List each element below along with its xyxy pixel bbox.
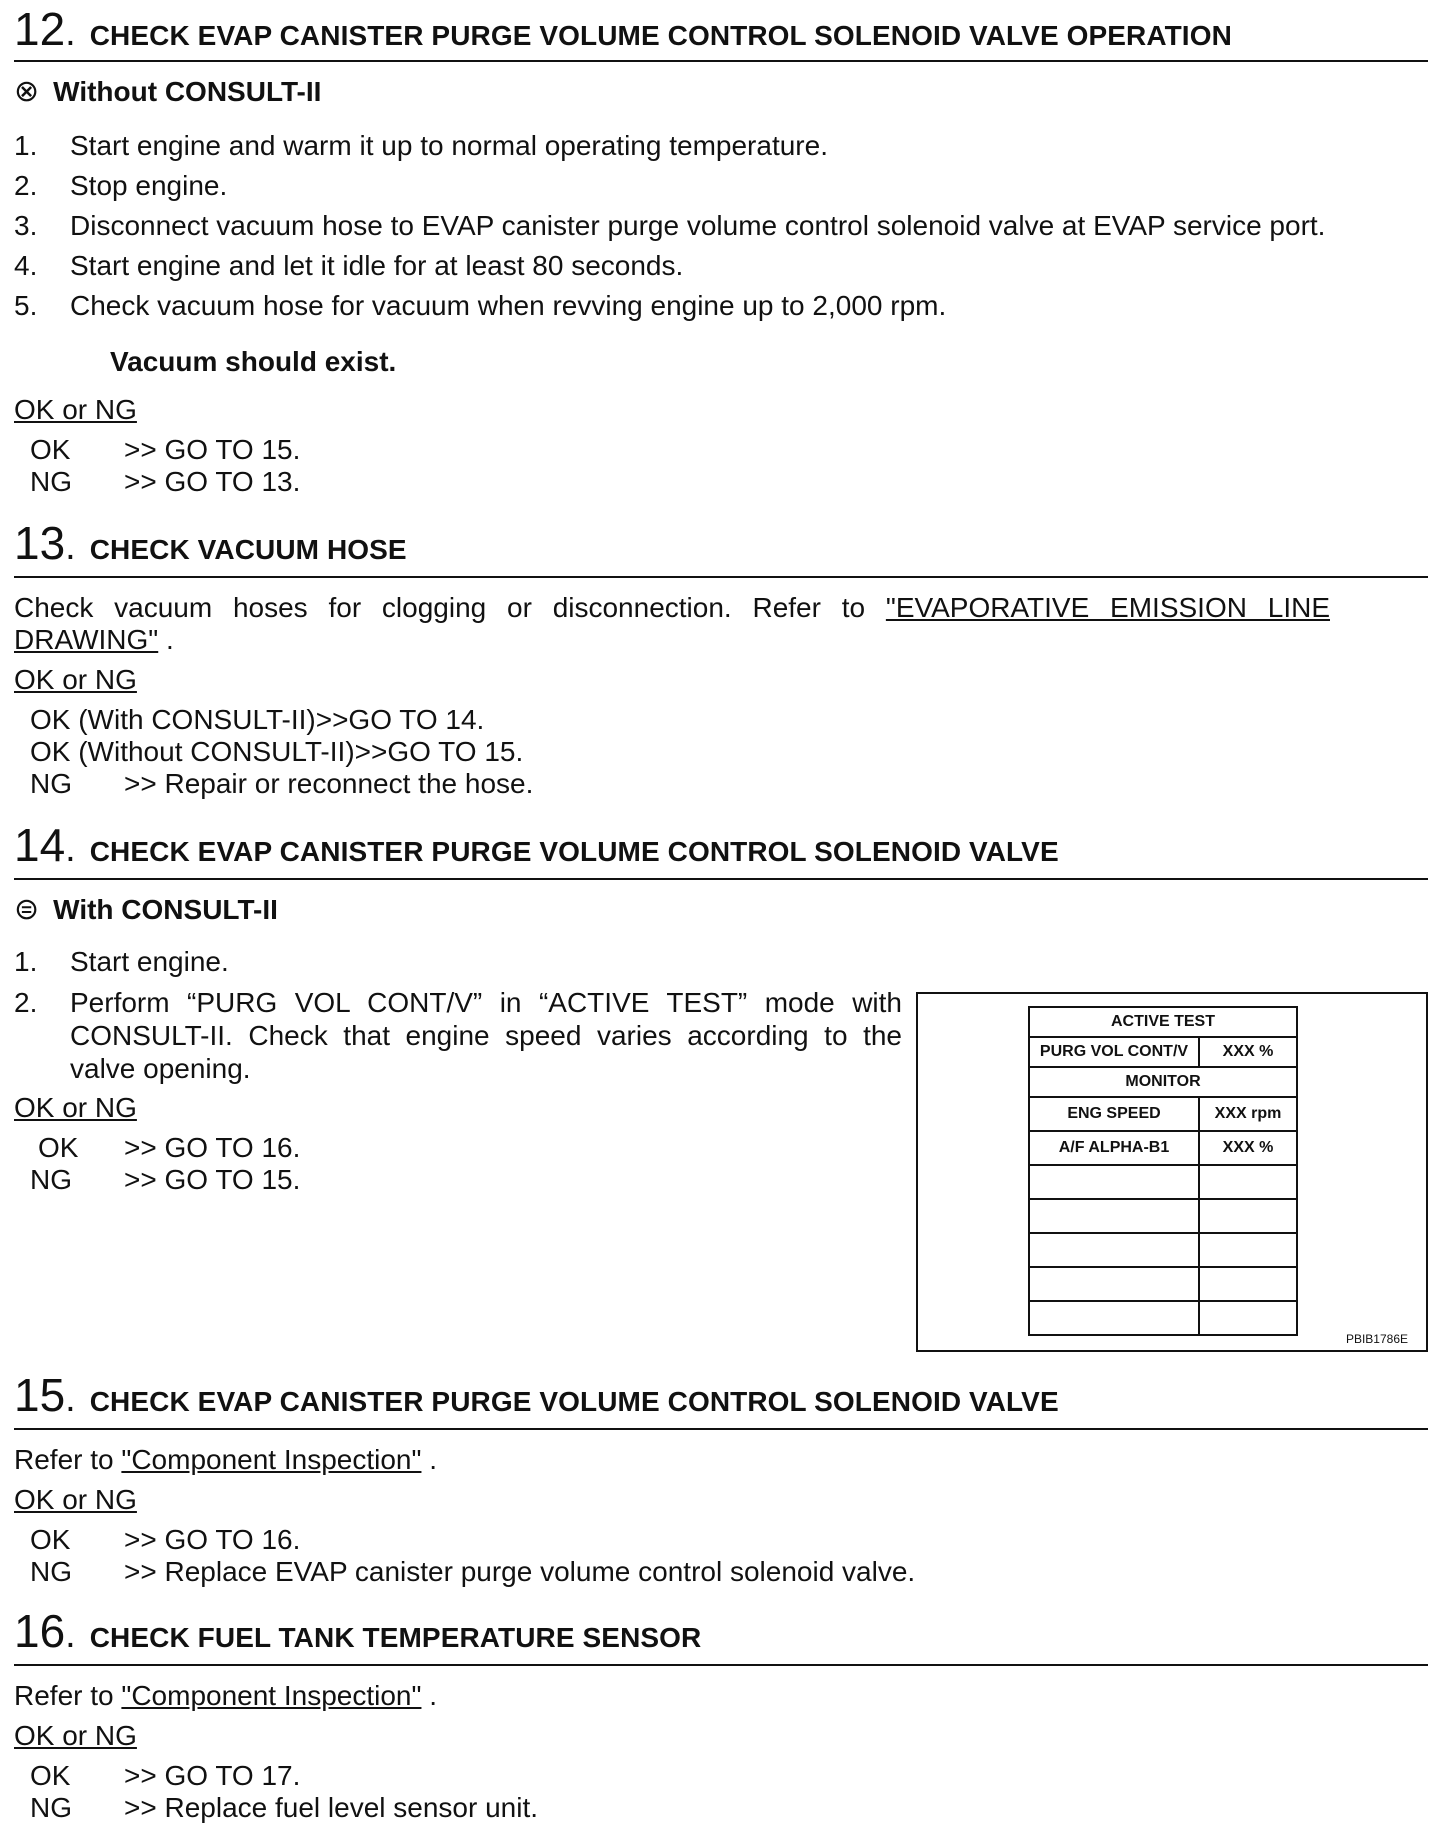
monitor-header: MONITOR <box>1029 1067 1297 1097</box>
list-item: 5. Check vacuum hose for vacuum when revving engine up to 2,000 rpm. <box>14 290 947 321</box>
evaporative-emission-line-drawing-link[interactable]: "EVAPORATIVE EMISSION LINE DRAWING" <box>14 592 1330 655</box>
list-item: 1. Start engine and warm it up to normal operating temperature. <box>14 130 828 161</box>
figure-id: PBIB1786E <box>1345 1332 1408 1346</box>
active-test-figure <box>916 992 1428 1352</box>
component-inspection-link[interactable]: "Component Inspection" <box>121 1444 422 1475</box>
empty-cell <box>1199 1233 1297 1267</box>
active-test-table <box>1028 1006 1298 1336</box>
step-15-text: Refer to "Component Inspection" . <box>14 1444 438 1475</box>
result-ng: NG >> Repair or reconnect the hose. <box>30 768 534 799</box>
result-ok: OK >> GO TO 17. <box>30 1760 301 1791</box>
step-12-list <box>14 126 1428 326</box>
empty-cell <box>1199 1199 1297 1233</box>
result-ng: NG >> GO TO 15. <box>30 1164 301 1195</box>
step-13-text: Check vacuum hoses for clogging or disconnection. Refer to "EVAPORATIVE EMISSION LINE DRAWING" . <box>14 592 1330 655</box>
ok-or-ng-label: OK or NG <box>14 664 137 695</box>
step-number: 13. <box>14 517 76 569</box>
result-ok: OK >> GO TO 16. <box>30 1524 301 1555</box>
ok-or-ng-label: OK or NG <box>14 1484 137 1515</box>
list-item: 4. Start engine and let it idle for at least 80 seconds. <box>14 250 684 281</box>
result-ok-without-consult: OK (Without CONSULT-II)>>GO TO 15. <box>30 736 524 767</box>
step-12-header <box>14 3 1428 56</box>
step-15-results <box>14 1524 1428 1588</box>
result-ng: NG >> Replace fuel level sensor unit. <box>30 1792 539 1823</box>
step-16-header <box>14 1605 1428 1658</box>
step-14-list <box>14 942 902 1085</box>
step-title: CHECK VACUUM HOSE <box>89 534 407 565</box>
empty-cell <box>1199 1165 1297 1199</box>
empty-cell <box>1029 1267 1199 1301</box>
step-13-header <box>14 517 1428 570</box>
empty-cell <box>1199 1267 1297 1301</box>
list-item: 3. Disconnect vacuum hose to EVAP canister purge volume control solenoid valve at EVAP service port. <box>14 210 1326 241</box>
empty-cell <box>1029 1301 1199 1335</box>
step-16-text: Refer to "Component Inspection" . <box>14 1680 438 1711</box>
step-13-results <box>14 704 1428 800</box>
empty-cell <box>1029 1165 1199 1199</box>
step-title: CHECK EVAP CANISTER PURGE VOLUME CONTROL SOLENOID VALVE OPERATION <box>89 20 1232 51</box>
step-16-results <box>14 1760 1428 1824</box>
step-number: 12. <box>14 3 76 55</box>
af-alpha-label: A/F ALPHA-B1 <box>1029 1131 1199 1165</box>
step-15-header <box>14 1369 1428 1422</box>
divider <box>14 1664 1428 1666</box>
empty-cell <box>1029 1199 1199 1233</box>
subheading-label: Without CONSULT-II <box>53 75 322 107</box>
divider <box>14 1428 1428 1430</box>
divider <box>14 576 1428 578</box>
step-number: 15. <box>14 1369 76 1421</box>
af-alpha-value: XXX % <box>1199 1131 1297 1165</box>
step-number: 16. <box>14 1605 76 1657</box>
ok-or-ng-label: OK or NG <box>14 1092 137 1123</box>
step-title: CHECK FUEL TANK TEMPERATURE SENSOR <box>89 1622 702 1653</box>
result-ok-with-consult: OK (With CONSULT-II)>>GO TO 14. <box>30 704 485 735</box>
step-number: 14. <box>14 819 76 871</box>
result-ok: OK >> GO TO 15. <box>30 434 301 465</box>
emphasis-note: Vacuum should exist. <box>110 346 397 377</box>
active-test-header: ACTIVE TEST <box>1029 1007 1297 1037</box>
divider <box>14 878 1428 880</box>
result-ok: OK >> GO TO 16. <box>38 1132 301 1163</box>
purg-vol-cont-label: PURG VOL CONT/V <box>1029 1037 1199 1067</box>
ok-or-ng-label: OK or NG <box>14 394 137 425</box>
empty-cell <box>1199 1301 1297 1335</box>
ok-or-ng-label: OK or NG <box>14 1720 137 1751</box>
list-item: 2. Stop engine. <box>14 170 228 201</box>
step-title: CHECK EVAP CANISTER PURGE VOLUME CONTROL SOLENOID VALVE <box>89 1386 1059 1417</box>
without-consult-subheading <box>14 74 1428 109</box>
step-14-header <box>14 819 1428 872</box>
list-item: 2. Perform “PURG VOL CONT/V” in “ACTIVE TEST” mode with CONSULT-II. Check that engine speed varies according to the valve opening. <box>14 987 902 1084</box>
empty-cell <box>1029 1233 1199 1267</box>
with-consult-icon: ⊜ <box>14 893 40 926</box>
subheading-label: With CONSULT-II <box>53 893 278 925</box>
step-title: CHECK EVAP CANISTER PURGE VOLUME CONTROL SOLENOID VALVE <box>89 836 1059 867</box>
list-item: 1. Start engine. <box>14 946 229 977</box>
divider <box>14 60 1428 62</box>
with-consult-subheading <box>14 892 1428 927</box>
result-ng: NG >> Replace EVAP canister purge volume control solenoid valve. <box>30 1556 916 1587</box>
component-inspection-link[interactable]: "Component Inspection" <box>121 1680 422 1711</box>
eng-speed-label: ENG SPEED <box>1029 1097 1199 1131</box>
eng-speed-value: XXX rpm <box>1199 1097 1297 1131</box>
step-12-results <box>14 434 1428 498</box>
without-consult-icon: ⊗ <box>14 75 40 108</box>
purg-vol-cont-value: XXX % <box>1199 1037 1297 1067</box>
result-ng: NG >> GO TO 13. <box>30 466 301 497</box>
step-14-results <box>14 1132 894 1196</box>
